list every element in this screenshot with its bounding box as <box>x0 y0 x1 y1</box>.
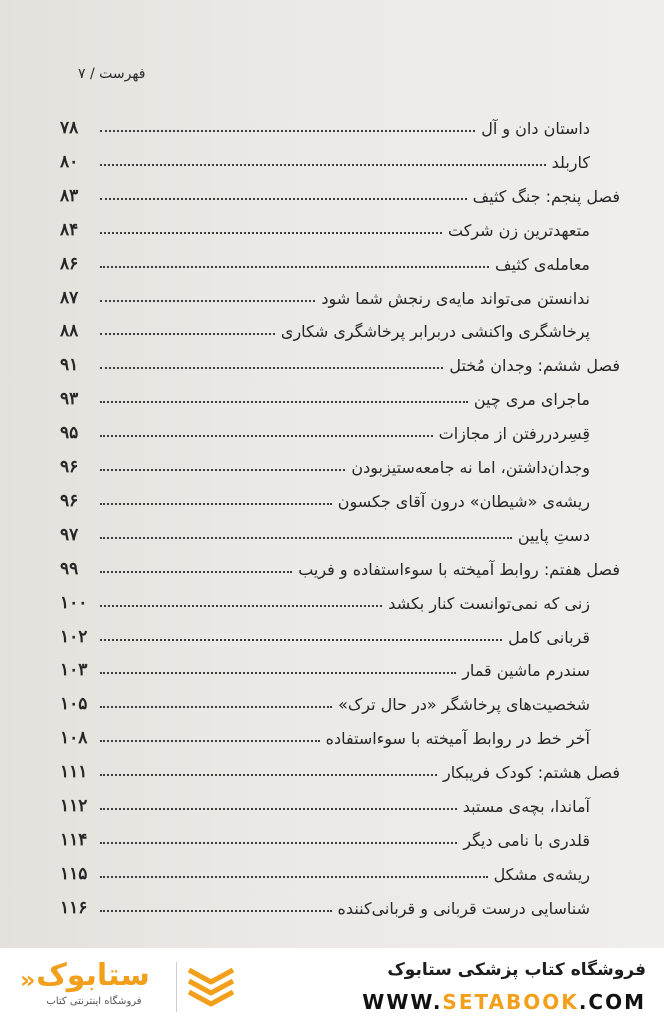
url-brand: SETABOOK <box>442 990 579 1014</box>
toc-title: متعهدترین زن شرکت <box>447 220 590 240</box>
toc-entry <box>60 385 620 409</box>
toc-title: سندرم ماشین قمار <box>462 661 590 681</box>
toc-title: فصل ششم: وجدان مُختل <box>449 356 620 376</box>
toc-entry <box>60 114 620 138</box>
toc-title: قِسِردررفتن از مجازات <box>438 424 590 444</box>
toc-entry <box>60 453 620 477</box>
toc-leader-dots <box>100 401 468 403</box>
toc-entry <box>60 826 620 850</box>
toc-leader-dots <box>100 876 488 878</box>
toc-entry <box>60 860 620 884</box>
page-header: فهرست / ۷ <box>78 66 146 82</box>
toc-page-number: ۹۶ <box>60 457 79 477</box>
toc-page-number: ۹۶ <box>60 490 79 511</box>
toc-title: ماجرای مری چین <box>473 390 590 410</box>
toc-page-number: ۹۹ <box>60 558 79 579</box>
toc-title: فصل هفتم: روابط آمیخته با سوءاستفاده و فریب <box>298 559 620 579</box>
toc-page-number: ۱۰۳ <box>60 660 88 681</box>
toc-page-number: ۸۴ <box>60 219 79 240</box>
toc-page-number: ۱۰۵ <box>60 694 88 715</box>
toc-entry <box>60 589 620 613</box>
toc-title: زنی که نمی‌توانست کنار بکشد <box>388 593 590 613</box>
toc-leader-dots <box>100 198 467 200</box>
toc-page-number: ۷۸ <box>60 118 79 138</box>
toc-title: دستِ پایین <box>517 525 590 545</box>
toc-entry <box>60 250 620 274</box>
toc-entry <box>60 690 620 714</box>
toc-page-number: ۸۸ <box>60 321 79 342</box>
toc-page-number: ۸۳ <box>60 185 79 206</box>
book-logo-icon <box>185 964 237 1008</box>
toc-leader-dots <box>100 300 315 302</box>
toc-chapter <box>60 555 620 579</box>
toc-page-number: ۹۳ <box>60 389 79 410</box>
toc-entry <box>60 724 620 748</box>
toc-page-number: ۹۱ <box>60 355 79 376</box>
toc-leader-dots <box>100 605 382 607</box>
toc-page-number: ۸۷ <box>60 287 79 308</box>
toc-page-number: ۱۰۲ <box>60 626 88 647</box>
toc-page-number: ۱۱۶ <box>60 897 88 918</box>
toc-title: پرخاشگری واکنشی دربرابر پرخاشگری شکاری <box>280 322 590 342</box>
logo-divider <box>176 962 177 1012</box>
toc-entry <box>60 487 620 511</box>
toc-title: شخصیت‌های پرخاشگر «در حال ترک» <box>338 695 590 715</box>
toc-entry <box>60 284 620 308</box>
toc-leader-dots <box>100 503 332 505</box>
toc-title: ریشه‌ی «شیطان» درون آقای جکسون <box>337 491 590 511</box>
toc-title: معامله‌ی کثیف <box>494 254 590 274</box>
toc-leader-dots <box>100 571 292 573</box>
toc-leader-dots <box>100 164 546 166</box>
toc-title: قلدری با نامی دیگر <box>463 830 590 850</box>
toc-title: ندانستن می‌تواند مایه‌ی رنجش شما شود <box>321 288 590 308</box>
toc-title: وجدان‌داشتن، اما نه جامعه‌ستیزبودن <box>351 458 590 477</box>
toc-title: ریشه‌ی مشکل <box>493 864 590 884</box>
toc-leader-dots <box>100 842 457 844</box>
toc-chapter <box>60 758 620 782</box>
toc-page-number: ۱۰۰ <box>60 592 88 613</box>
toc-page-number: ۹۷ <box>60 524 79 545</box>
toc-leader-dots <box>100 774 437 776</box>
toc-entry <box>60 216 620 240</box>
toc-chapter <box>60 351 620 375</box>
toc-title: آخر خط در روابط آمیخته با سوءاستفاده <box>325 729 590 749</box>
logo-wordmark: ستابوک <box>36 958 150 993</box>
toc-page-number: ۱۱۲ <box>60 796 88 816</box>
toc-title: داستان دان و آل <box>481 119 590 138</box>
toc-entry <box>60 623 620 647</box>
toc-page-number: ۹۵ <box>60 423 79 444</box>
toc-leader-dots <box>100 333 275 335</box>
toc-title: کاربلد <box>551 152 590 172</box>
url-prefix: WWW. <box>362 990 443 1014</box>
toc-leader-dots <box>100 435 433 437</box>
toc-leader-dots <box>100 706 332 708</box>
toc-leader-dots <box>100 367 443 369</box>
toc-leader-dots <box>100 740 320 742</box>
toc-title: قربانی کامل <box>508 627 590 647</box>
logo-chevron-icon: » <box>20 966 36 994</box>
toc-leader-dots <box>100 232 442 234</box>
toc-entry <box>60 656 620 680</box>
toc-title: شناسایی درست قربانی و قربانی‌کننده <box>337 898 590 918</box>
toc-page-number: ۱۱۱ <box>60 762 88 783</box>
toc-entry <box>60 792 620 816</box>
toc-leader-dots <box>100 910 332 912</box>
toc-leader-dots <box>100 266 489 268</box>
toc-chapter <box>60 182 620 206</box>
toc-title: آماندا، بچه‌ی مستبد <box>462 797 590 816</box>
toc-leader-dots <box>100 469 345 471</box>
toc-entry <box>60 148 620 172</box>
toc-leader-dots <box>100 808 457 810</box>
toc-entry <box>60 521 620 545</box>
toc-leader-dots <box>100 672 456 674</box>
toc-page-number: ۸۰ <box>60 151 79 172</box>
toc-page-number: ۱۱۵ <box>60 863 88 884</box>
store-url-link[interactable] <box>306 990 646 1014</box>
toc-title: فصل پنجم: جنگ کثیف <box>472 186 620 206</box>
toc-entry <box>60 419 620 443</box>
toc-entry <box>60 894 620 918</box>
toc-leader-dots <box>100 130 475 132</box>
toc-page-number: ۸۶ <box>60 253 79 274</box>
store-name: فروشگاه کتاب پزشکی ستابوک <box>387 960 646 980</box>
toc-leader-dots <box>100 537 512 539</box>
url-suffix: .COM <box>578 990 646 1014</box>
toc-entry <box>60 317 620 341</box>
toc-title: فصل هشتم: کودک فریبکار <box>443 763 620 783</box>
toc-page-number: ۱۰۸ <box>60 728 88 749</box>
toc-page-number: ۱۱۴ <box>60 829 88 850</box>
logo-subtitle: فروشگاه اینترنتی کتاب <box>46 996 142 1007</box>
toc-leader-dots <box>100 639 502 641</box>
